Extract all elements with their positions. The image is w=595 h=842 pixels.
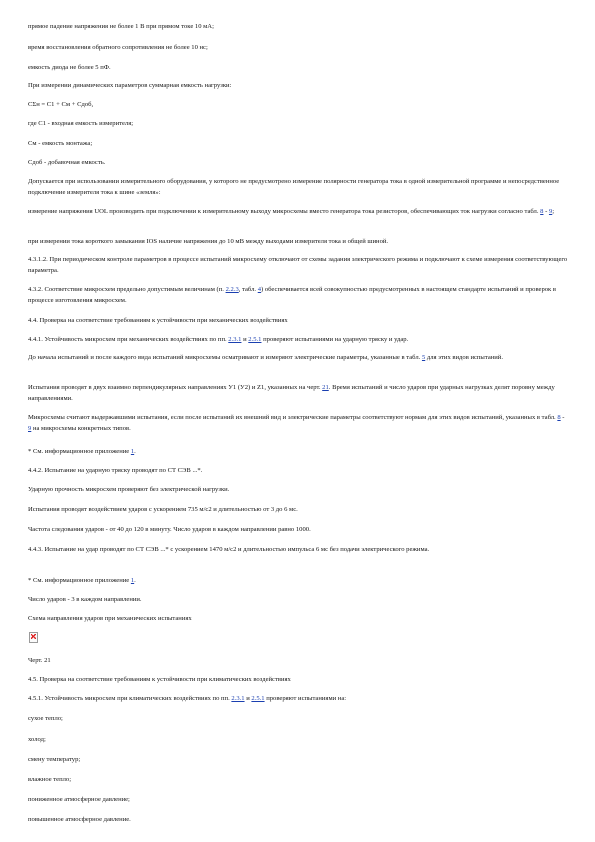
paragraph: при измерении тока короткого замыкания IOS наличие напряжения до 10 мВ между выходами измерителя тока и общей шиной. (28, 238, 389, 245)
text-segment: Испытания проводят в двух взаимно перпендикулярных направлениях У1 (У2) и Z1, указанных на черт. (28, 384, 323, 391)
table-link-8[interactable]: 8 (557, 414, 561, 421)
formula: СΣн = С1 + См + Сдоб, (28, 101, 94, 108)
paragraph (28, 412, 568, 434)
text-segment: ; (552, 208, 555, 215)
clause-link-2-5-1[interactable]: 2.5.1 (248, 336, 262, 343)
clause-link-2-3-1[interactable]: 2.3.1 (231, 695, 245, 702)
table-link-8[interactable]: 8 (540, 208, 544, 215)
list-item: холод; (28, 736, 46, 743)
text-segment: и (241, 336, 249, 343)
text-segment: проверяют испытаниями на: (264, 695, 347, 702)
paragraph: Сдоб - добавочная емкость. (28, 159, 106, 166)
paragraph (28, 334, 568, 345)
list-item: сухое тепло; (28, 715, 63, 722)
paragraph: При измерении динамических параметров суммарная емкость нагрузки: (28, 82, 232, 89)
paragraph (28, 352, 568, 363)
text-segment: - (560, 414, 565, 421)
text-segment: * См. информационное приложение (28, 577, 131, 584)
paragraph: 4.4.2. Испытание на ударную тряску проводят по СТ СЭВ ...*. (28, 467, 203, 474)
clause-link-2-5-1[interactable]: 2.5.1 (251, 695, 265, 702)
text-segment: - (543, 208, 549, 215)
broken-image-icon (29, 632, 38, 643)
text-segment: на микросхемы конкретных типов. (31, 425, 131, 432)
paragraph: прямое падение напряжения не более 1 В при прямом токе 10 мА; (28, 23, 214, 30)
paragraph: Допускается при использовании измерительного оборудования, у которого не предусмотрено измерение полярности генератора тока в одной измерительной программе и непосредственное подключение измерителя тока к шине «земля»: (28, 178, 560, 196)
list-item: смену температур; (28, 756, 81, 763)
paragraph: Число ударов - 3 в каждом направлении. (28, 596, 142, 603)
text-segment: измерение напряжения UOL производить при подключении к измерительному выходу микросхемы вместо генератора тока резисторов, обеспечивающих ток нагрузки согласно табл. (28, 208, 541, 215)
list-item: повышенное атмосферное давление. (28, 816, 131, 823)
text-segment: 4.5.1. Устойчивость микросхем при климатических воздействиях по пп. (28, 695, 232, 702)
footnote (28, 446, 568, 457)
clause-link-2-3-1[interactable]: 2.3.1 (228, 336, 242, 343)
text-segment: и (244, 695, 252, 702)
appendix-link-1[interactable]: 1 (130, 577, 135, 584)
section-heading: 4.4. Проверка на соответствие требованиям к устойчивости при механических воздействиях (28, 317, 288, 324)
table-link-5[interactable]: 5 (421, 354, 426, 361)
section-heading: 4.5. Проверка на соответствие требованиям к устойчивости при климатических воздействиях (28, 676, 291, 683)
table-link-9[interactable]: 9 (548, 208, 553, 215)
clause-link-2-2-3[interactable]: 2.2.3 (225, 286, 239, 293)
paragraph: Ударную прочность микросхем проверяют без электрической нагрузки. (28, 486, 230, 493)
text-segment: проверяют испытаниями на ударную тряску и удар. (261, 336, 409, 343)
text-segment: 4.3.2. Соответствие микросхем предельно допустимым величинам (п. (28, 286, 226, 293)
paragraph: 4.3.1.2. При периодическом контроле параметров в процессе испытаний микросхему отключают от схемы задания электрического режима и подключают к схеме измерения соответствующего параметра. (28, 256, 568, 274)
text-segment: До начала испытаний и после каждого вида испытаний микросхемы осматривают и измеряют электрические параметры, указанные в табл. (28, 354, 422, 361)
appendix-link-1[interactable]: 1 (130, 448, 135, 455)
paragraph: время восстановления обратного сопротивления не более 10 нс; (28, 44, 208, 51)
text-segment: * См. информационное приложение (28, 448, 131, 455)
list-item: влажное тепло; (28, 776, 72, 783)
figure-caption-title: Схема направления ударов при механических испытаниях (28, 615, 192, 622)
paragraph: 4.4.3. Испытание на удар проводят по СТ СЭВ ...* с ускорением 1470 м/с2 и длительностью импульса 6 мс без подачи электрического режима. (28, 546, 430, 553)
paragraph (28, 382, 568, 404)
paragraph: емкость диода не более 5 пФ. (28, 64, 111, 71)
text-segment: . (134, 448, 136, 455)
text-segment: для этих видов испытаний. (425, 354, 503, 361)
paragraph: Испытания проводят воздействием ударов с ускорением 735 м/с2 и длительностью от 3 до 6 мс. (28, 506, 298, 513)
paragraph (28, 693, 568, 704)
text-segment: Микросхемы считают выдержавшими испытания, если после испытаний их внешний вид и электрические параметры соответствуют нормам для этих видов испытаний, указанных в табл. (28, 414, 558, 421)
paragraph: Частота следования ударов - от 40 до 120 в минуту. Число ударов в каждом направлении равно 1000. (28, 526, 311, 533)
figure-label: Черт. 21 (28, 657, 51, 664)
table-link-9[interactable]: 9 (28, 425, 32, 432)
text-segment: ) обеспечивается всей совокупностью предусмотренных в настоящем стандарте испытаний и проверок в процессе изготовления микросхем. (28, 286, 557, 304)
table-link-4[interactable]: 4 (257, 286, 262, 293)
paragraph (28, 206, 568, 217)
paragraph: См - емкость монтажа; (28, 140, 93, 147)
footnote (28, 575, 568, 586)
text-segment: 4.4.1. Устойчивость микросхем при механических воздействиях по пп. (28, 336, 229, 343)
list-item: пониженное атмосферное давление; (28, 796, 130, 803)
text-segment: . Время испытаний и число ударов при ударных нагрузках делят поровну между направлениями. (28, 384, 555, 402)
paragraph (28, 284, 568, 306)
text-segment: , табл. (238, 286, 258, 293)
paragraph: где С1 - входная емкость измерителя; (28, 120, 134, 127)
drawing-link-21[interactable]: 21 (322, 384, 329, 391)
text-segment: . (134, 577, 136, 584)
